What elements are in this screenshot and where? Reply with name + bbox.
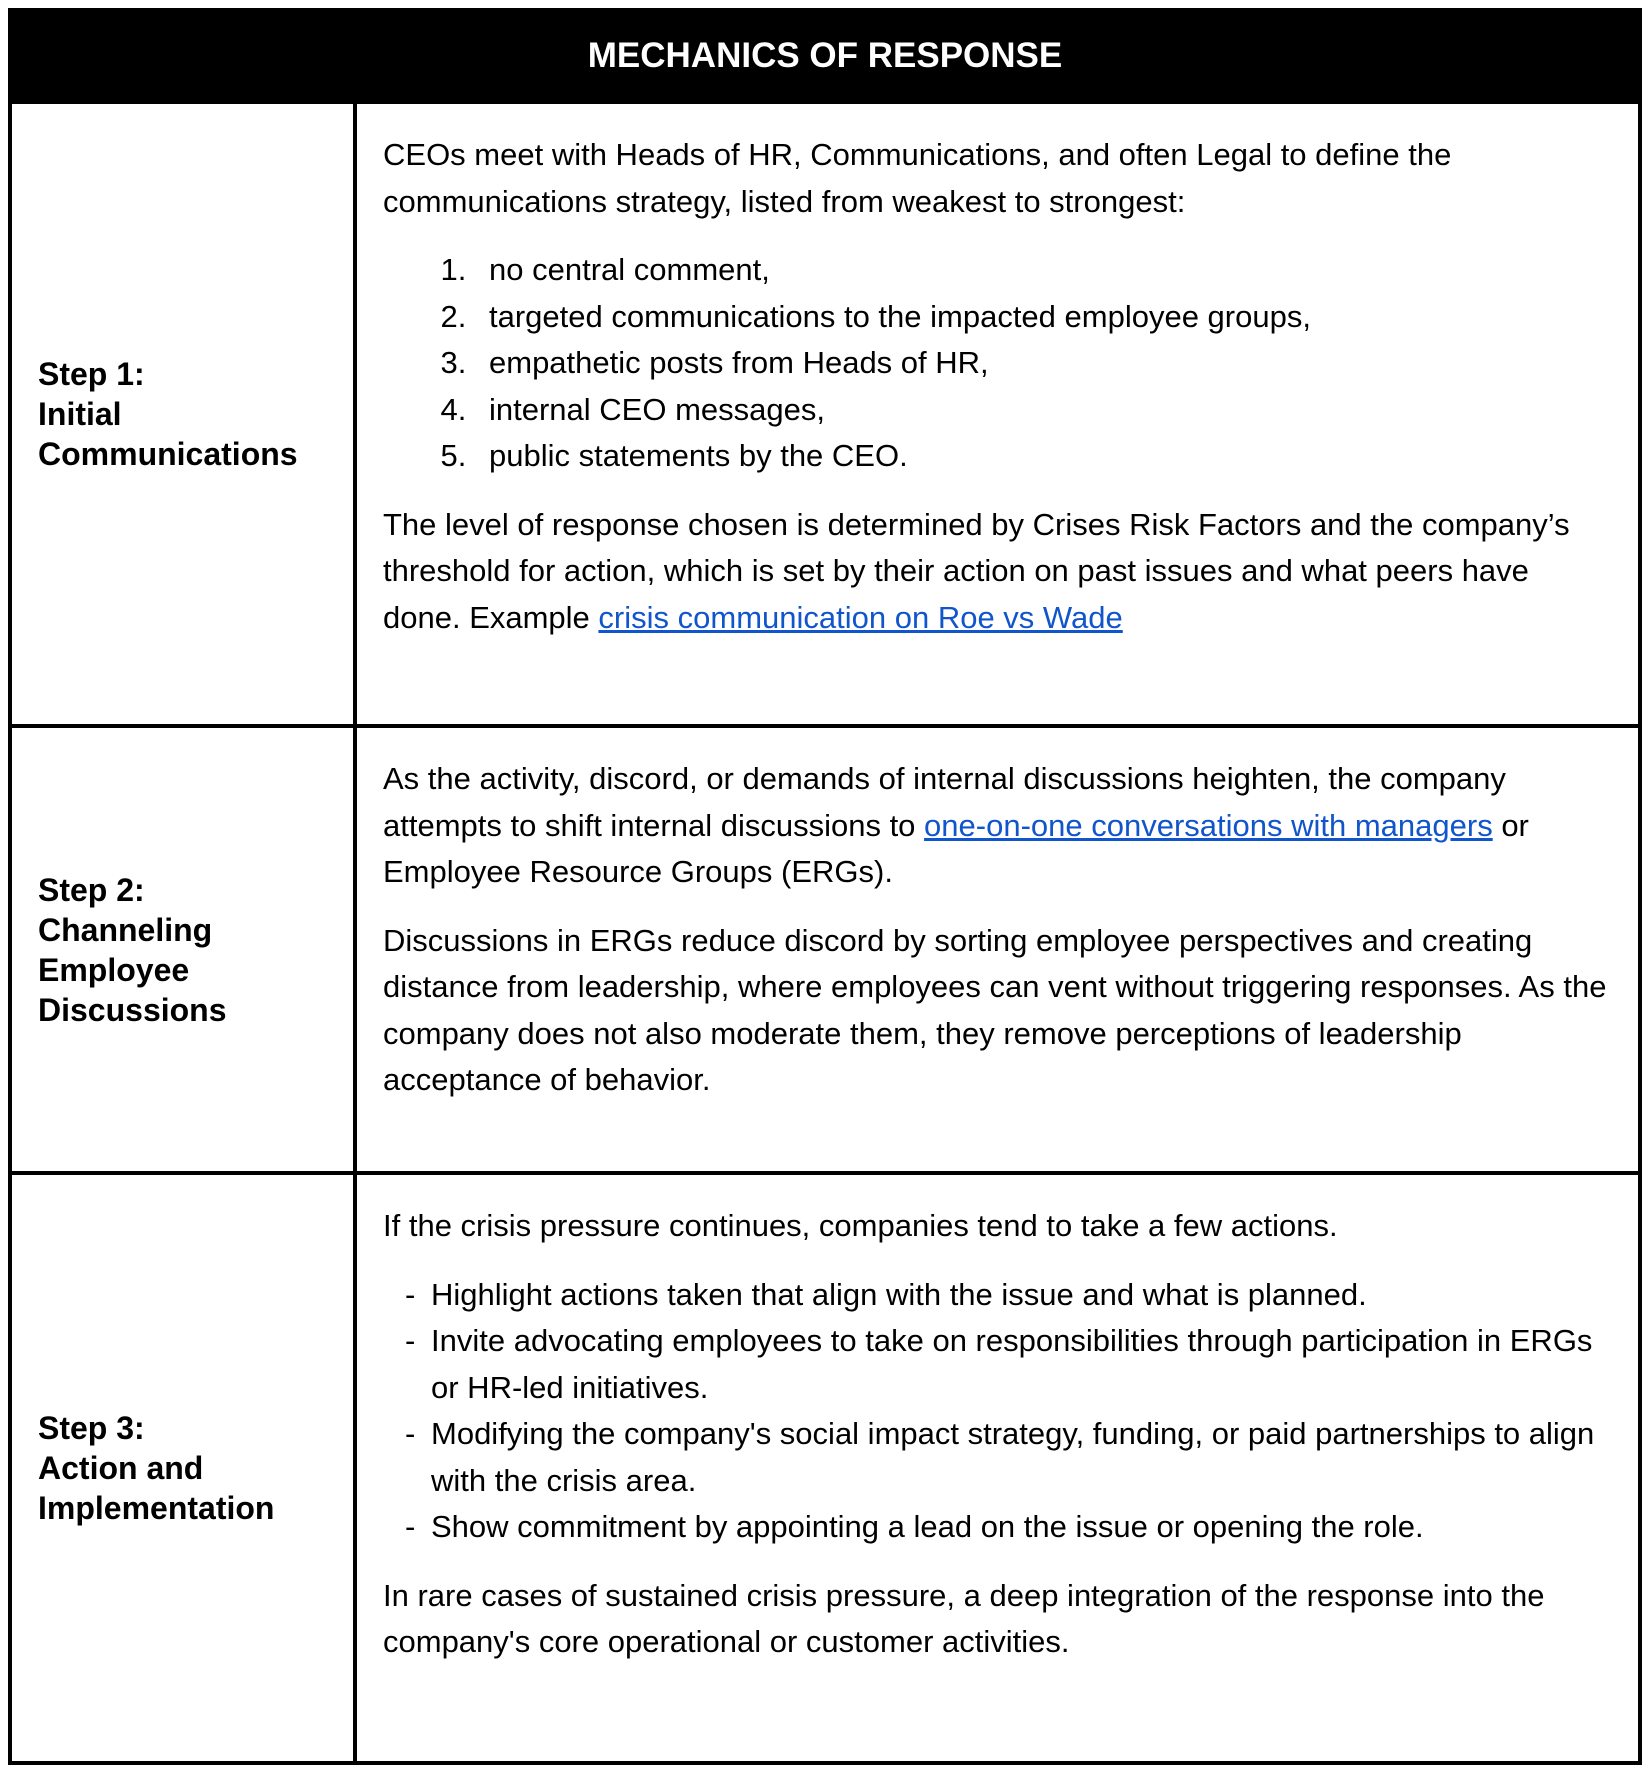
paragraph-2: Discussions in ERGs reduce discord by sorting employee perspectives and creating distance from leadership, where employees can vent without triggering responses. As the company does not also moderate them, they remove perceptions of leadership acceptance of behavior.: [383, 922, 1607, 1097]
list-item: 1. no central comment,: [475, 247, 1612, 294]
strategy-list: [383, 247, 1612, 480]
outro-text: [383, 502, 1612, 642]
list-item: - Modifying the company's social impact strategy, funding, or paid partnerships to align with the crisis area.: [431, 1411, 1612, 1504]
step-description: [357, 1175, 1638, 1761]
list-item: - Show commitment by appointing a lead on the issue or opening the role.: [431, 1504, 1612, 1551]
outro-text: In rare cases of sustained crisis pressure, a deep integration of the response into the company's core operational or customer activities.: [383, 1577, 1545, 1659]
list-item: - Highlight actions taken that align with the issue and what is planned.: [431, 1272, 1612, 1319]
outro-body: The level of response chosen is determined by Crises Risk Factors and the company’s threshold for action, which is set by their action on past issues and what peers have done. Example: [383, 506, 1570, 635]
intro-text: CEOs meet with Heads of HR, Communications, and often Legal to define the communications strategy, listed from weakest to strongest:: [383, 137, 1452, 219]
step-name: Channeling Employee Discussions: [38, 911, 227, 1028]
table-title: MECHANICS OF RESPONSE: [12, 12, 1638, 100]
text: As the activity, discord, or demands of internal discussions heighten, the company attempts to shift internal discussions to: [383, 761, 1506, 843]
step-name: Initial Communications: [38, 396, 298, 472]
one-on-one-link[interactable]: one-on-one conversations with managers: [924, 807, 1493, 843]
step-number: Step 1:: [38, 356, 145, 392]
table-row-step-1: [12, 100, 1638, 724]
step-name: Action and Implementation: [38, 1450, 275, 1526]
table-row-step-3: [12, 1171, 1638, 1761]
step-description: [357, 104, 1638, 724]
roe-vs-wade-link[interactable]: crisis communication on Roe vs Wade: [598, 599, 1123, 635]
step-number: Step 2:: [38, 871, 145, 908]
list-item: 3. empathetic posts from Heads of HR,: [475, 340, 1612, 387]
text: or Employee Resource Groups (ERGs).: [383, 807, 1529, 889]
step-number: Step 3:: [38, 1410, 145, 1446]
step-label: [12, 104, 357, 724]
list-item: 2. targeted communications to the impacted employee groups,: [475, 294, 1612, 341]
mechanics-table: [8, 8, 1642, 1765]
paragraph-1: [383, 756, 1612, 896]
list-item: 4. internal CEO messages,: [475, 387, 1612, 434]
intro-text: If the crisis pressure continues, companies tend to take a few actions.: [383, 1208, 1338, 1243]
step-description: [357, 728, 1638, 1171]
step-label: [12, 728, 357, 1171]
list-item: - Invite advocating employees to take on responsibilities through participation in ERGs or HR-led initiatives.: [431, 1318, 1612, 1411]
action-list: [383, 1272, 1612, 1551]
list-item: 5. public statements by the CEO.: [475, 433, 1612, 480]
table-row-step-2: [12, 724, 1638, 1171]
step-label: [12, 1175, 357, 1761]
